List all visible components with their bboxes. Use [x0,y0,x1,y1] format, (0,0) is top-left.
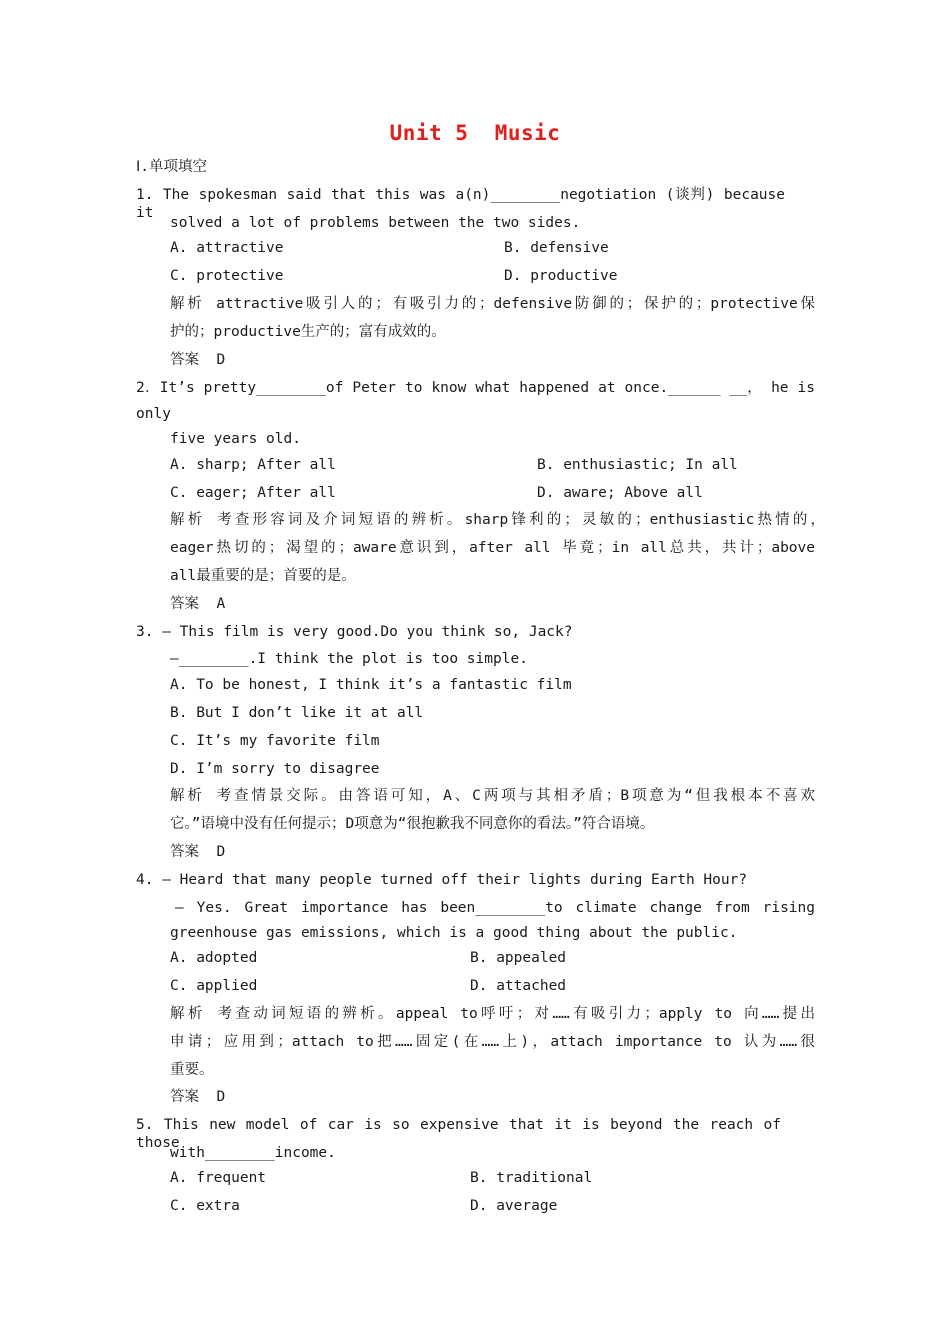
question-2-stem-line-2: only [136,406,171,422]
question-2-stem-line-3: five years old. [170,431,301,447]
question-4-stem-line-3: greenhouse gas emissions, which is a good thing about the public. [170,925,738,941]
question-1-analysis-line-2: 护的；productive生产的；富有成效的。 [170,324,446,340]
question-3-option-c: C. It’s my favorite film [170,733,380,749]
question-1-option-b: B. defensive [504,240,609,256]
question-3-stem-line-1: 3. — This film is very good.Do you think so, Jack? [136,624,573,640]
question-2-option-d: D. aware; Above all [537,485,703,501]
question-4-option-a: A. adopted [170,950,258,966]
question-5-option-a: A. frequent [170,1170,267,1186]
question-5-option-d: D. average [470,1198,558,1214]
question-2-analysis-line-1: 解析 考查形容词及介词短语的辨析。sharp锋利的；灵敏的；enthusiastic热情的， [170,512,825,528]
question-2-answer: 答案 A [170,596,226,612]
question-4-option-d: D. attached [470,978,567,994]
question-3-stem-line-2: —________.I think the plot is too simple. [170,651,528,667]
question-2-analysis-line-2: eager热切的；渴望的；aware意识到，after all 毕竟；in all总共，共计；above [170,540,815,556]
question-5-stem-line-1: 5. This new model of car is so expensive that it is beyond the reach of those [136,1117,781,1151]
question-1-option-c: C. protective [170,268,284,284]
page-title: Unit 5 Music [389,121,561,145]
question-3-option-b: B. But I don’t like it at all [170,705,424,721]
question-3-option-a: A. To be honest, I think it’s a fantastic film [170,677,572,693]
question-2-analysis-line-3: all最重要的是；首要的是。 [170,568,356,584]
question-5-option-b: B. traditional [470,1170,593,1186]
question-4-option-b: B. appealed [470,950,567,966]
question-4-analysis-line-3: 重要。 [170,1062,214,1078]
question-1-answer: 答案 D [170,352,226,368]
question-1-analysis-line-1: 解析 attractive吸引人的；有吸引力的；defensive防御的；保护的；protective保 [170,296,815,312]
question-4-option-c: C. applied [170,978,258,994]
question-4-stem-line-1: 4. — Heard that many people turned off their lights during Earth Hour? [136,872,748,888]
question-1-stem-line-2: solved a lot of problems between the two sides. [170,215,581,231]
question-1-option-d: D. productive [504,268,618,284]
question-4-stem-line-2: — Yes. Great importance has been________to climate change from rising [175,900,815,916]
question-4-answer: 答案 D [170,1089,226,1105]
question-4-analysis-line-2: 申请；应用到；attach to把……固定(在……上)，attach importance to 认为……很 [170,1034,815,1050]
question-2-option-b: B. enthusiastic; In all [537,457,738,473]
question-5-stem-line-2: with________income. [170,1145,336,1161]
question-2-stem-line-1: 2．It’s pretty________of Peter to know what happened at once.______ __， he is [136,380,815,396]
question-1-option-a: A. attractive [170,240,284,256]
question-3-option-d: D. I’m sorry to disagree [170,761,380,777]
question-3-analysis-line-1: 解析 考查情景交际。由答语可知，A、C两项与其相矛盾；B项意为“但我根本不喜欢 [170,788,815,804]
question-3-analysis-line-2: 它。”语境中没有任何提示；D项意为“很抱歉我不同意你的看法。”符合语境。 [170,816,655,832]
question-1-stem-line-1: 1. The spokesman said that this was a(n)________negotiation (谈判) because it [136,187,785,221]
section-heading: Ⅰ.单项填空 [136,159,208,175]
question-2-option-a: A. sharp; After all [170,457,336,473]
question-5-option-c: C. extra [170,1198,240,1214]
question-2-option-c: C. eager; After all [170,485,336,501]
question-4-analysis-line-1: 解析 考查动词短语的辨析。appeal to呼吁；对……有吸引力；apply to 向……提出 [170,1006,815,1022]
question-3-answer: 答案 D [170,844,226,860]
